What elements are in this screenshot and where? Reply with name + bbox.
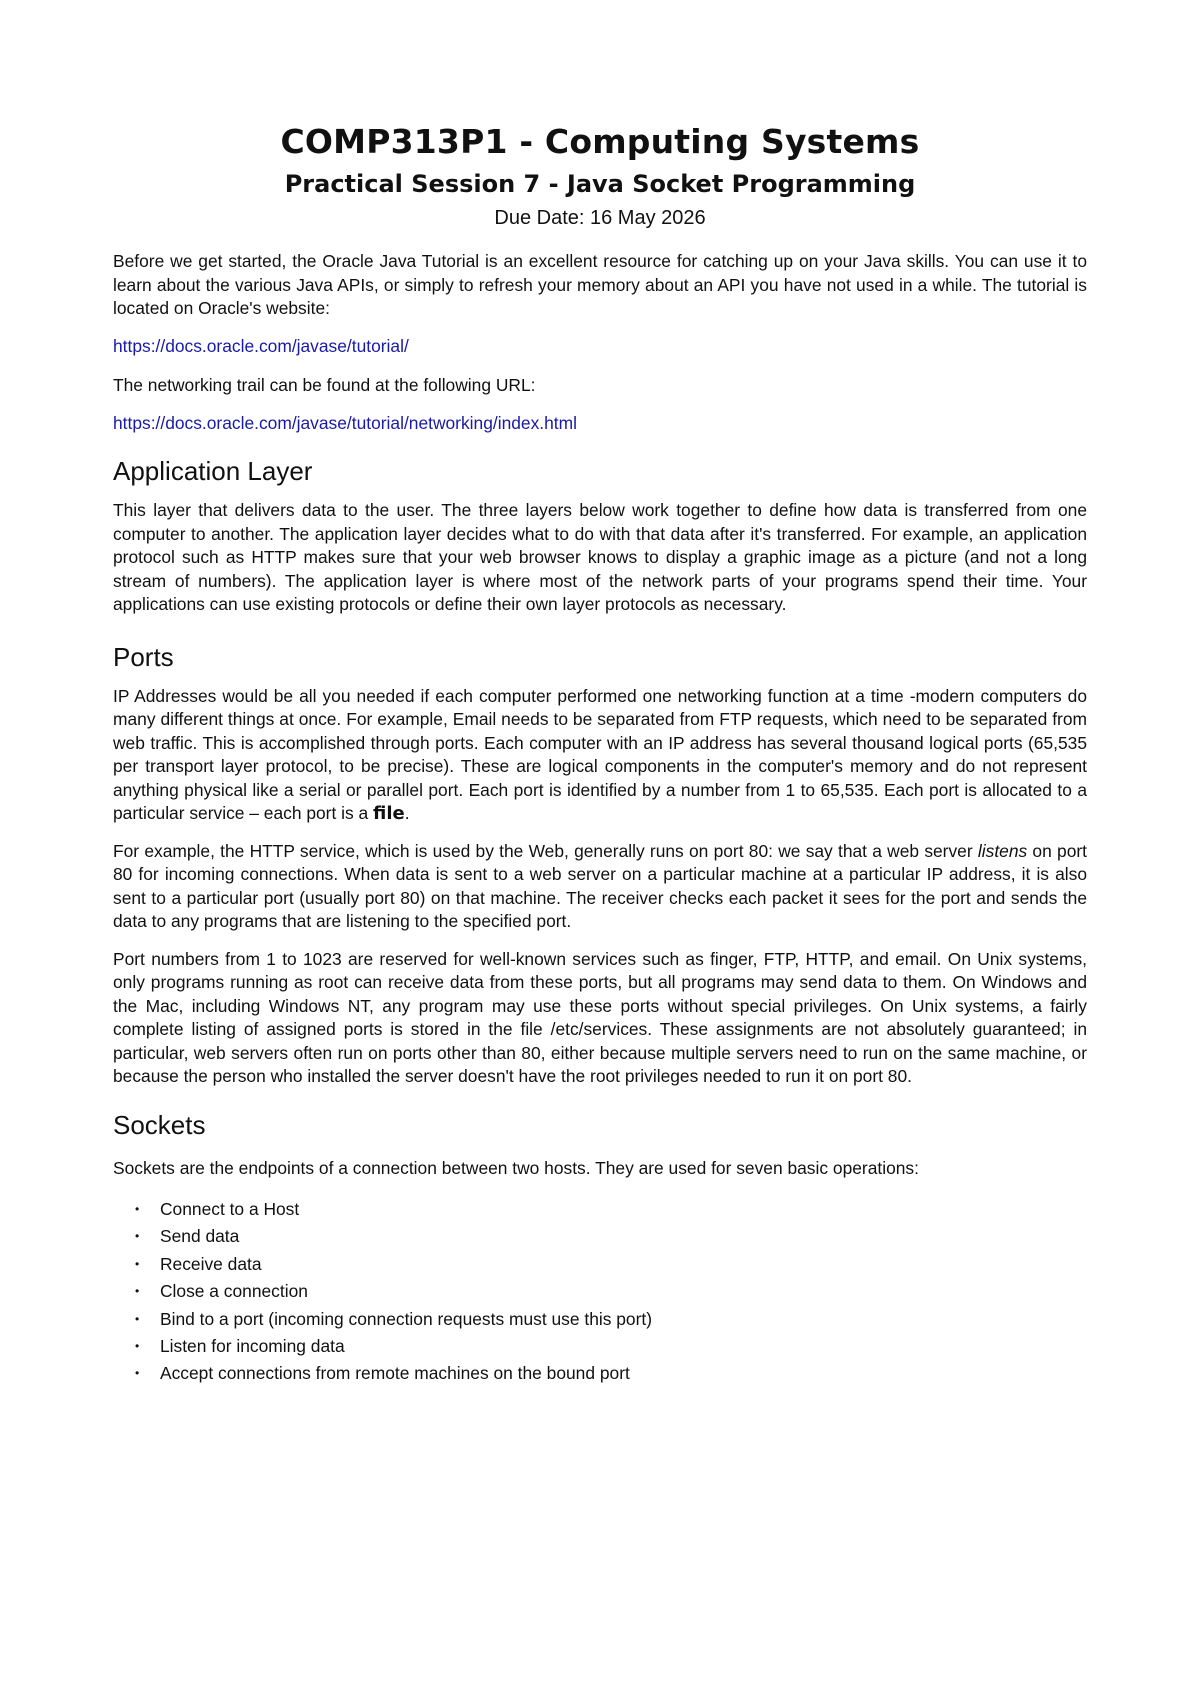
socket-operations-list bbox=[113, 1196, 1087, 1388]
tutorial-link[interactable]: https://docs.oracle.com/javase/tutorial/ bbox=[113, 335, 409, 356]
list-item bbox=[113, 1278, 1087, 1305]
list-item bbox=[113, 1333, 1087, 1360]
due-date: Due Date: 16 May 2026 bbox=[494, 207, 706, 229]
list-item bbox=[113, 1196, 1087, 1223]
document-subtitle: Practical Session 7 - Java Socket Programming bbox=[284, 170, 916, 198]
list-item-text: Accept connections from remote machines on the bound port bbox=[160, 1363, 630, 1384]
sockets-paragraph: Sockets are the endpoints of a connection between two hosts. They are used for seven basic operations: bbox=[113, 1157, 919, 1178]
ports-paragraph-1-end: . bbox=[404, 803, 410, 823]
bullet-icon: • bbox=[135, 1202, 140, 1216]
ports-paragraph-1-text: IP Addresses would be all you needed if each computer performed one networking function at a time -modern computers do many different things at once. For example, Email needs to be separated from FTP requests, which need to be separated from web traffic. This is accomplished through ports. Each computer with an IP address has several thousand logical ports (65,535 per transport layer protocol, to be precise). These are logical components in the computer's memory and do not represent anything physical like a serial or parallel port. Each port is identified by a number from 1 to 65,535. Each port is allocated to a particular service – each port is a bbox=[113, 685, 1087, 823]
list-item-text: Listen for incoming data bbox=[160, 1336, 345, 1357]
ports-paragraph-3: Port numbers from 1 to 1023 are reserved for well-known services such as finger, FTP, HTTP, and email. On Unix systems, only programs running as root can receive data from these ports, but all programs may send data to them. On Windows and the Mac, including Windows NT, any program may use these ports without special privileges. On Unix systems, a fairly complete listing of assigned ports is stored in the file /etc/services. These assignments are not absolutely guaranteed; in particular, web servers often run on ports other than 80, either because multiple servers need to run on the same machine, or because the person who installed the server doesn't have the root privileges needed to run it on port 80. bbox=[113, 948, 1087, 1086]
document-title: COMP313P1 - Computing Systems bbox=[280, 122, 920, 161]
list-item-text: Send data bbox=[160, 1226, 240, 1247]
list-item-text: Close a connection bbox=[160, 1281, 308, 1302]
tutorial-url-paragraph bbox=[113, 335, 1087, 359]
application-layer-heading: Application Layer bbox=[113, 456, 313, 486]
list-item bbox=[113, 1306, 1087, 1333]
networking-link[interactable]: https://docs.oracle.com/javase/tutorial/networking/index.html bbox=[113, 412, 577, 433]
bullet-icon: • bbox=[135, 1256, 140, 1271]
sockets-heading: Sockets bbox=[113, 1109, 206, 1140]
intro-paragraph: Before we get started, the Oracle Java Tutorial is an excellent resource for catching up on your Java skills. You can use it to learn about the various Java APIs, or simply to refresh your memory about an API you have not used in a while. The tutorial is located on Oracle's website: bbox=[113, 251, 1087, 318]
ports-paragraph-2-start: For example, the HTTP service, which is used by the Web, generally runs on port 80: we say that a web server bbox=[113, 840, 978, 861]
file-bold-word: file bbox=[373, 803, 405, 824]
list-item bbox=[113, 1251, 1087, 1278]
ports-heading: Ports bbox=[113, 641, 174, 672]
list-item bbox=[113, 1360, 1087, 1387]
bullet-icon: • bbox=[135, 1339, 140, 1354]
ports-paragraph-2-end: on port 80 for incoming connections. When data is sent to a web server on a particular machine at a particular IP address, it is also sent to a particular port (usually port 80) on that machine. The receiver checks each packet it sees for the port and sends the data to any programs that are listening to the specified port. bbox=[113, 840, 1087, 931]
bullet-icon: • bbox=[135, 1311, 140, 1326]
ports-paragraph-2 bbox=[113, 840, 1087, 934]
networking-url-paragraph bbox=[113, 412, 1087, 436]
bullet-icon: • bbox=[135, 1284, 140, 1299]
document-content bbox=[113, 118, 1087, 1388]
ports-paragraph-1 bbox=[113, 685, 1087, 826]
listens-italic-word: listens bbox=[977, 840, 1028, 861]
bullet-icon: • bbox=[135, 1366, 140, 1381]
networking-trail-text: The networking trail can be found at the following URL: bbox=[113, 375, 536, 395]
list-item bbox=[113, 1223, 1087, 1250]
list-item-text: Connect to a Host bbox=[160, 1199, 300, 1219]
application-layer-paragraph: This layer that delivers data to the user. The three layers below work together to define how data is transferred from one computer to another. The application layer decides what to do with that data after it's transferred. For example, an application protocol such as HTTP makes sure that your web browser knows to display a graphic image as a picture (and not a long stream of numbers). The application layer is where most of the network parts of your programs spend their time. Your applications can use existing protocols or define their own layer protocols as necessary. bbox=[113, 500, 1087, 614]
list-item-text: Bind to a port (incoming connection requests must use this port) bbox=[160, 1308, 653, 1329]
bullet-icon: • bbox=[135, 1229, 140, 1244]
list-item-text: Receive data bbox=[160, 1253, 262, 1274]
